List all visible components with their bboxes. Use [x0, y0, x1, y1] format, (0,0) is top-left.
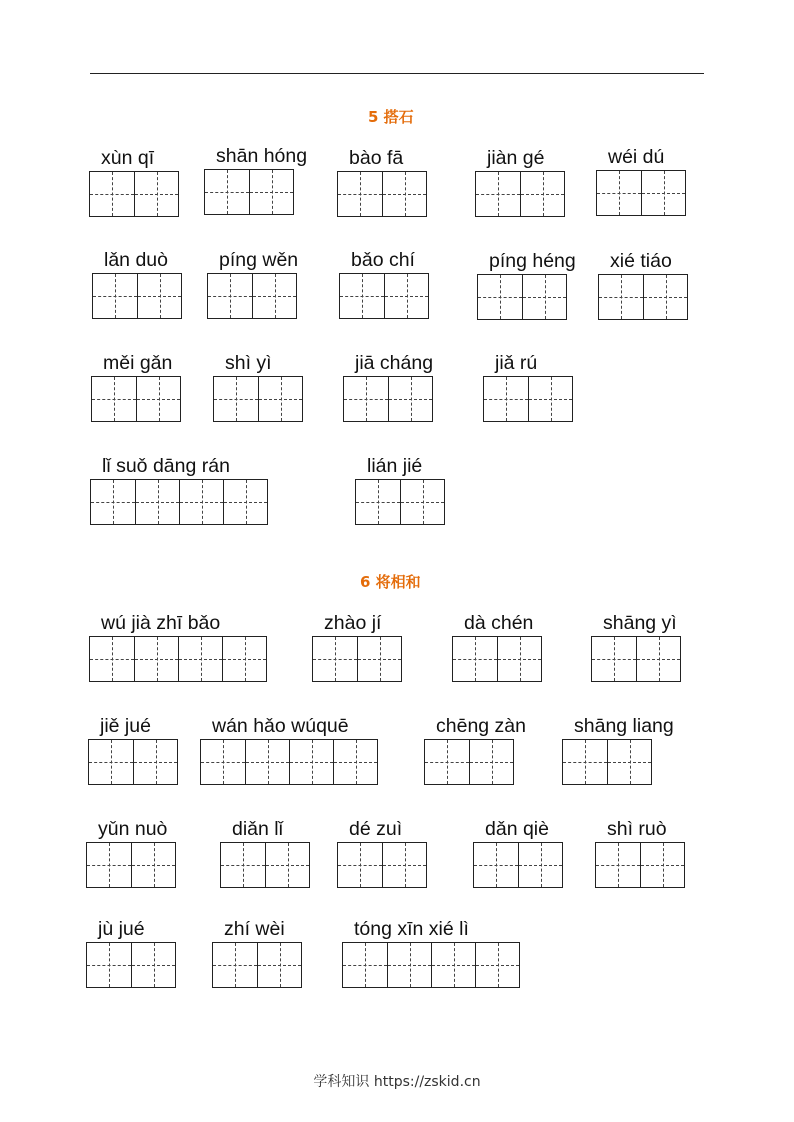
pinyin-label: wán hǎo wúquē — [212, 715, 349, 737]
pinyin-label: shāng yì — [603, 612, 677, 634]
writing-cell[interactable] — [640, 843, 684, 887]
writing-box-group — [591, 636, 681, 682]
pinyin-label: jiě jué — [100, 715, 151, 737]
writing-box-group — [424, 739, 514, 785]
writing-cell[interactable] — [340, 274, 384, 318]
writing-cell[interactable] — [592, 637, 636, 681]
writing-box-group — [562, 739, 652, 785]
writing-box-group — [595, 842, 685, 888]
writing-cell[interactable] — [563, 740, 607, 784]
writing-box-group — [220, 842, 310, 888]
writing-cell[interactable] — [313, 637, 357, 681]
writing-cell[interactable] — [178, 637, 222, 681]
writing-cell[interactable] — [134, 637, 178, 681]
writing-cell[interactable] — [91, 480, 135, 524]
writing-box-group — [86, 842, 176, 888]
writing-cell[interactable] — [597, 171, 641, 215]
pinyin-label: píng wěn — [219, 249, 299, 271]
pinyin-label: shāng liang — [574, 715, 674, 737]
writing-cell[interactable] — [528, 377, 572, 421]
writing-box-group — [90, 479, 268, 525]
pinyin-label: jiàn gé — [487, 147, 545, 169]
pinyin-label: shì yì — [225, 352, 272, 374]
writing-cell[interactable] — [453, 637, 497, 681]
writing-cell[interactable] — [636, 637, 680, 681]
writing-cell[interactable] — [223, 480, 267, 524]
writing-cell[interactable] — [134, 172, 178, 216]
writing-cell[interactable] — [382, 843, 426, 887]
writing-box-group — [213, 376, 303, 422]
writing-cell[interactable] — [90, 637, 134, 681]
writing-cell[interactable] — [478, 275, 522, 319]
writing-cell[interactable] — [249, 170, 293, 214]
writing-cell[interactable] — [265, 843, 309, 887]
writing-box-group — [86, 942, 176, 988]
writing-cell[interactable] — [258, 377, 302, 421]
writing-box-group — [475, 171, 565, 217]
writing-cell[interactable] — [133, 740, 177, 784]
writing-cell[interactable] — [201, 740, 245, 784]
writing-box-group — [89, 636, 267, 682]
writing-cell[interactable] — [520, 172, 564, 216]
pinyin-label: lǐ suǒ dāng rán — [102, 455, 230, 477]
writing-cell[interactable] — [136, 377, 180, 421]
writing-cell[interactable] — [356, 480, 400, 524]
writing-box-group — [452, 636, 542, 682]
pinyin-label: jiǎ rú — [495, 352, 538, 374]
writing-cell[interactable] — [222, 637, 266, 681]
pinyin-label: bào fā — [349, 147, 404, 169]
writing-cell[interactable] — [344, 377, 388, 421]
writing-cell[interactable] — [388, 377, 432, 421]
writing-box-group — [89, 171, 179, 217]
writing-cell[interactable] — [252, 274, 296, 318]
writing-box-group — [88, 739, 178, 785]
writing-cell[interactable] — [87, 843, 131, 887]
writing-cell[interactable] — [338, 172, 382, 216]
pinyin-label: yǔn nuò — [98, 818, 168, 840]
writing-cell[interactable] — [221, 843, 265, 887]
writing-cell[interactable] — [497, 637, 541, 681]
section-title-2: 6 将相和 — [360, 573, 421, 591]
writing-box-group — [596, 170, 686, 216]
writing-cell[interactable] — [87, 943, 131, 987]
writing-box-group — [473, 842, 563, 888]
pinyin-label: měi gǎn — [103, 352, 173, 374]
writing-cell[interactable] — [387, 943, 431, 987]
pinyin-label: lián jié — [367, 455, 423, 477]
writing-cell[interactable] — [90, 172, 134, 216]
writing-cell[interactable] — [205, 170, 249, 214]
pinyin-label: diǎn lǐ — [232, 818, 283, 840]
writing-cell[interactable] — [607, 740, 651, 784]
writing-cell[interactable] — [131, 843, 175, 887]
writing-cell[interactable] — [431, 943, 475, 987]
writing-box-group — [483, 376, 573, 422]
writing-cell[interactable] — [338, 843, 382, 887]
writing-cell[interactable] — [357, 637, 401, 681]
header-rule — [90, 73, 704, 74]
pinyin-label: shì ruò — [607, 818, 667, 840]
writing-box-group — [355, 479, 445, 525]
writing-cell[interactable] — [476, 172, 520, 216]
writing-box-group — [207, 273, 297, 319]
writing-cell[interactable] — [469, 740, 513, 784]
writing-cell[interactable] — [599, 275, 643, 319]
writing-cell[interactable] — [333, 740, 377, 784]
writing-cell[interactable] — [179, 480, 223, 524]
writing-cell[interactable] — [596, 843, 640, 887]
writing-cell[interactable] — [518, 843, 562, 887]
footer-watermark: 学科知识 https://zskid.cn — [313, 1074, 481, 1090]
writing-box-group — [477, 274, 567, 320]
writing-cell[interactable] — [522, 275, 566, 319]
pinyin-label: zhí wèi — [224, 918, 285, 940]
writing-cell[interactable] — [213, 943, 257, 987]
writing-cell[interactable] — [343, 943, 387, 987]
writing-box-group — [92, 273, 182, 319]
pinyin-label: xié tiáo — [610, 250, 672, 272]
writing-cell[interactable] — [93, 274, 137, 318]
writing-cell[interactable] — [384, 274, 428, 318]
pinyin-label: zhào jí — [324, 612, 382, 634]
writing-cell[interactable] — [475, 943, 519, 987]
pinyin-label: wú jià zhī bǎo — [101, 612, 221, 634]
pinyin-label: tóng xīn xié lì — [354, 918, 469, 940]
writing-cell[interactable] — [131, 943, 175, 987]
writing-cell[interactable] — [400, 480, 444, 524]
writing-box-group — [337, 842, 427, 888]
pinyin-label: chēng zàn — [436, 715, 526, 737]
writing-box-group — [204, 169, 294, 215]
writing-box-group — [212, 942, 302, 988]
writing-box-group — [337, 171, 427, 217]
writing-cell[interactable] — [245, 740, 289, 784]
writing-cell[interactable] — [641, 171, 685, 215]
writing-box-group — [343, 376, 433, 422]
writing-cell[interactable] — [214, 377, 258, 421]
writing-cell[interactable] — [425, 740, 469, 784]
pinyin-label: wéi dú — [608, 146, 665, 168]
pinyin-label: dé zuì — [349, 818, 403, 840]
writing-box-group — [342, 942, 520, 988]
writing-cell[interactable] — [289, 740, 333, 784]
pinyin-label: dǎn qiè — [485, 818, 549, 840]
section-title-1: 5 搭石 — [368, 108, 414, 126]
writing-cell[interactable] — [89, 740, 133, 784]
writing-cell[interactable] — [92, 377, 136, 421]
writing-cell[interactable] — [474, 843, 518, 887]
pinyin-label: bǎo chí — [351, 249, 415, 271]
writing-cell[interactable] — [382, 172, 426, 216]
pinyin-label: dà chén — [464, 612, 534, 634]
writing-cell[interactable] — [135, 480, 179, 524]
writing-cell[interactable] — [208, 274, 252, 318]
pinyin-label: jù jué — [98, 918, 145, 940]
writing-cell[interactable] — [643, 275, 687, 319]
writing-cell[interactable] — [257, 943, 301, 987]
pinyin-label: lǎn duò — [104, 249, 168, 271]
writing-box-group — [312, 636, 402, 682]
writing-box-group — [598, 274, 688, 320]
pinyin-label: xùn qī — [101, 147, 155, 169]
pinyin-label: shān hóng — [216, 145, 308, 167]
writing-box-group — [91, 376, 181, 422]
writing-cell[interactable] — [137, 274, 181, 318]
writing-box-group — [200, 739, 378, 785]
writing-cell[interactable] — [484, 377, 528, 421]
pinyin-label: jiā cháng — [355, 352, 434, 374]
pinyin-label: píng héng — [489, 250, 576, 272]
writing-box-group — [339, 273, 429, 319]
